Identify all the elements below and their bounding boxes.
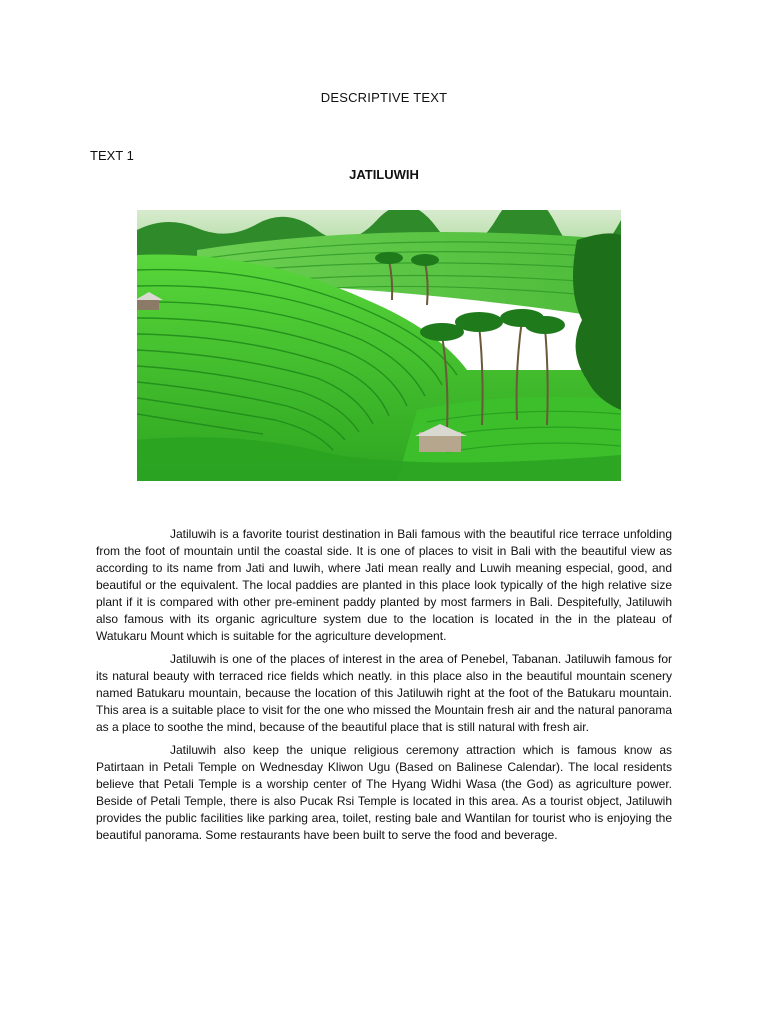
text-title: JATILUWIH (349, 167, 419, 182)
rice-terrace-illustration (137, 210, 621, 481)
section-label: TEXT 1 (90, 148, 134, 163)
body-text (96, 526, 672, 850)
rice-terrace-photo (137, 210, 621, 481)
paragraph-1: Jatiluwih is a favorite tourist destination in Bali famous with the beautiful rice terrace unfolding from the foot of mountain until the coastal side. It is one of places to visit in Bali with the beautiful view as according to its name from Jati and luwih, where Jati mean really and Luwih meaning especial, good, and beautiful or the equivalent. The local paddies are planted in this place look typically of the high relative size plant if it is compared with other pre-eminent paddy planted by most farmers in Bali. Despitefully, Jatiluwih also famous with its organic agriculture system due to the location is located in the in the plateau of Watukaru Mount which is suitable for the agriculture development. (96, 527, 672, 643)
paragraph-2: Jatiluwih is one of the places of interest in the area of Penebel, Tabanan. Jatiluwih famous for its natural beauty with terraced rice fields which neatly. in this place also in the beautiful mountain scenery named Batukaru mountain, because the location of this Jatiluwih right at the foot of the Batukaru mountain. This area is a suitable place to visit for the one who missed the Mountain fresh air and the natural panorama as a place to soothe the mind, because of the beautiful place that is still natural with fresh air. (96, 652, 672, 734)
paragraph-3: Jatiluwih also keep the unique religious ceremony attraction which is famous know as Patirtaan in Petali Temple on Wednesday Kliwon Ugu (Based on Balinese Calendar). The local residents believe that Petali Temple is a worship center of The Hyang Widhi Wasa (the God) as agriculture power. Beside of Petali Temple, there is also Pucak Rsi Temple is located in this area. As a tourist object, Jatiluwih provides the public facilities like parking area, toilet, resting bale and Wantilan for tourist who is enjoying the beautiful panorama. Some restaurants have been built to serve the food and beverage. (96, 743, 672, 842)
document-heading: DESCRIPTIVE TEXT (320, 90, 448, 105)
